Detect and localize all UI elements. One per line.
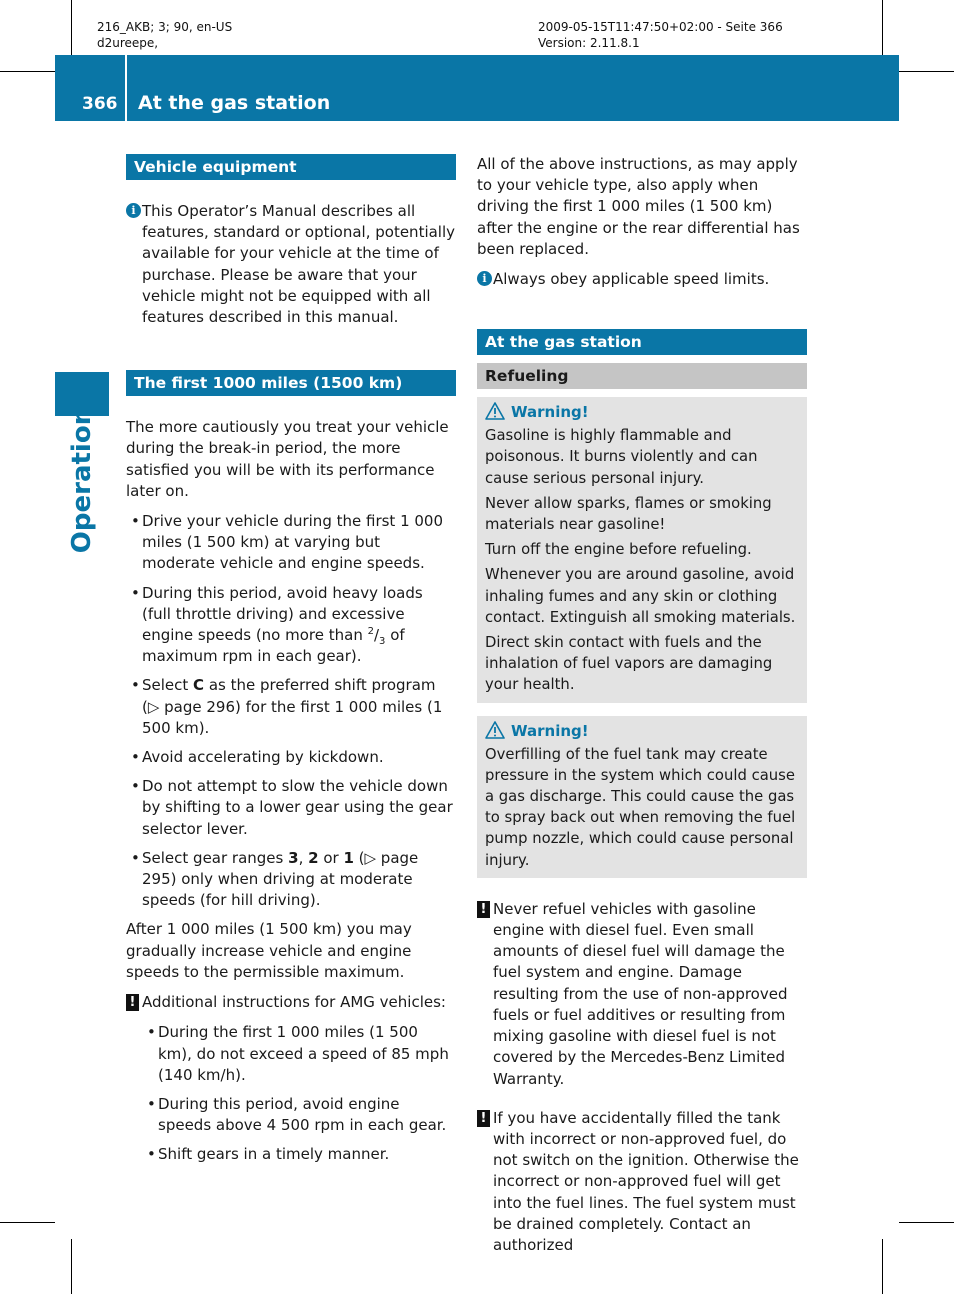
- warning-paragraph: Gasoline is highly flammable and poisonous. It burns violently and can cause serious personal injury.: [485, 427, 758, 487]
- text-run: Select: [142, 676, 194, 695]
- shift-program-label: C: [193, 676, 205, 695]
- fraction-slash: /: [373, 626, 380, 645]
- text-run: Select gear ranges: [142, 848, 289, 867]
- warning-box: [477, 716, 807, 878]
- break-in-replacement-note: All of the above instructions, as may apply to your vehicle type, also apply when driving the first 1 000 miles (1 500 km) after the engine or the rear differential has been replaced.: [477, 155, 800, 258]
- heading-at-gas-station: At the gas station: [477, 329, 807, 355]
- crop-mark: [882, 0, 883, 55]
- warning-paragraph: Never allow sparks, flames or smoking materials near gasoline!: [485, 494, 772, 534]
- amg-list: [126, 1022, 456, 1165]
- warning-paragraph: Whenever you are around gasoline, avoid inhaling fumes and any skin or clothing contact. Extinguish all smoking materials.: [485, 566, 796, 626]
- heading-vehicle-equipment: Vehicle equipment: [126, 154, 456, 180]
- list-item: • Avoid accelerating by kickdown.: [126, 747, 456, 768]
- heading-refueling: Refueling: [477, 363, 807, 389]
- info-icon: i: [477, 271, 492, 286]
- list-item: [126, 848, 456, 912]
- left-column: [126, 154, 456, 1174]
- fraction-denominator: 3: [379, 636, 386, 648]
- info-note: [126, 201, 456, 328]
- caution-note-text: If you have accidentally filled the tank with incorrect or non-approved fuel, do not switch on the ignition. Otherwise the incorrect or non-approved fuel will get into the fuel lines. The fuel system must be drained completely. Contact an authorized: [493, 1108, 799, 1254]
- warning-title-text: Warning!: [511, 403, 589, 422]
- right-column: [477, 154, 807, 1265]
- caution-note: [477, 1108, 807, 1256]
- text-run: During this period, avoid heavy loads (full throttle driving) and excessive engine speeds (no more than: [142, 583, 423, 645]
- info-note: [477, 269, 807, 290]
- gear-label: 1: [343, 848, 354, 867]
- caution-note: [126, 992, 456, 1013]
- warning-title: [485, 401, 799, 423]
- exclamation-icon: !: [477, 901, 490, 918]
- crop-mark: [899, 1222, 954, 1223]
- page-title: At the gas station: [138, 92, 331, 114]
- list-item: [126, 583, 456, 668]
- warning-box: [477, 397, 807, 702]
- print-meta-left: [97, 19, 232, 51]
- list-item: [126, 675, 456, 739]
- page-number: 366: [82, 94, 118, 114]
- crop-mark: [882, 1239, 883, 1294]
- print-meta-right: [538, 19, 783, 51]
- list-item: • Shift gears in a timely manner.: [142, 1144, 456, 1165]
- text-run: or: [318, 848, 344, 867]
- list-item: • Do not attempt to slow the vehicle down by shifting to a lower gear using the gear selector lever.: [126, 776, 456, 840]
- meta-left-line1: 216_AKB; 3; 90, en-US: [97, 20, 233, 34]
- warning-triangle-icon: [485, 402, 505, 420]
- warning-paragraph: Turn off the engine before refueling.: [485, 541, 752, 559]
- crop-mark: [0, 1222, 55, 1223]
- exclamation-icon: !: [477, 1110, 490, 1127]
- caution-note: [477, 899, 807, 1090]
- warning-paragraph: Direct skin contact with fuels and the inhalation of fuel vapors are damaging your health.: [485, 634, 773, 694]
- page-header: [55, 55, 899, 121]
- speed-note-text: Always obey applicable speed limits.: [493, 270, 770, 289]
- header-divider: [125, 55, 127, 121]
- text-run: as the preferred shift program (▷ page 296) for the first 1 000 miles (1 500 km).: [142, 676, 443, 737]
- text-run: of maximum rpm in each gear).: [142, 626, 405, 666]
- list-item: • During the first 1 000 miles (1 500 km), do not exceed a speed of 85 mph (140 km/h).: [142, 1022, 456, 1086]
- after-break-in: After 1 000 miles (1 500 km) you may gradually increase vehicle and engine speeds to the permissible maximum.: [126, 920, 412, 981]
- gear-label: 2: [308, 848, 319, 867]
- list-item: • Drive your vehicle during the first 1 000 miles (1 500 km) at varying but moderate vehicle and engine speeds.: [126, 511, 456, 575]
- meta-left-line2: d2ureepe,: [97, 36, 159, 50]
- warning-title: [485, 720, 799, 742]
- meta-right-line1: 2009-05-15T11:47:50+02:00 - Seite 366: [538, 20, 783, 34]
- meta-right-line2: Version: 2.11.8.1: [538, 36, 640, 50]
- info-note-text: This Operator’s Manual describes all features, standard or optional, potentially available for your vehicle at the time of purchase. Please be aware that your vehicle might not be equipped with all features described in this manual.: [142, 202, 456, 327]
- heading-first-miles: The first 1000 miles (1500 km): [126, 370, 456, 396]
- text-run: ,: [298, 848, 309, 867]
- gear-label: 3: [288, 848, 299, 867]
- side-section-label: Operation: [67, 406, 97, 554]
- crop-mark: [0, 71, 55, 72]
- exclamation-icon: !: [126, 994, 139, 1011]
- crop-mark: [71, 1239, 72, 1294]
- caution-note-text: Additional instructions for AMG vehicles:: [142, 993, 446, 1012]
- warning-title-text: Warning!: [511, 721, 589, 740]
- text-run: (▷ page 295) only when driving at moderate speeds (for hill driving).: [142, 848, 419, 910]
- fraction-numerator: 2: [367, 626, 374, 638]
- list-item: • During this period, avoid engine speeds above 4 500 rpm in each gear.: [142, 1094, 456, 1136]
- caution-note-text: Never refuel vehicles with gasoline engine with diesel fuel. Even small amounts of diesel fuel will damage the fuel system and engine. Damage resulting from the use of non-approved fuels or fuel additives or resulting from mixing gasoline with diesel fuel is not covered by the Mercedes-Benz Limited Warranty.: [493, 899, 788, 1088]
- info-icon: i: [126, 203, 141, 218]
- warning-triangle-icon: [485, 721, 505, 739]
- crop-mark: [899, 71, 954, 72]
- warning-paragraph: Overfilling of the fuel tank may create pressure in the system which could cause a gas discharge. This could cause the gas to spray back out when removing the fuel pump nozzle, which could cause personal injury.: [485, 745, 796, 869]
- crop-mark: [71, 0, 72, 55]
- break-in-intro: The more cautiously you treat your vehicle during the break-in period, the more satisfied you will be with its performance later on.: [126, 418, 449, 500]
